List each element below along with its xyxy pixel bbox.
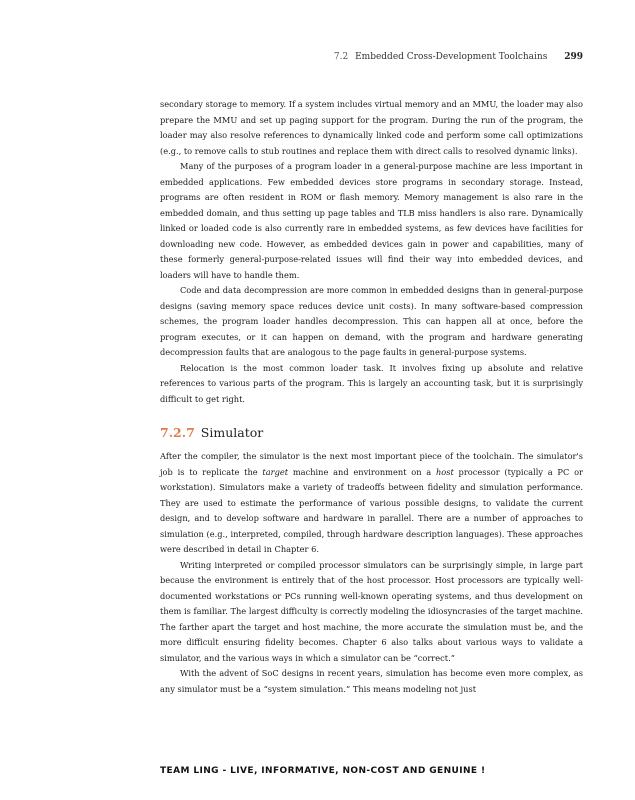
emphasis-target: target — [262, 466, 289, 477]
running-head-section-title: Embedded Cross-Development Toolchains — [355, 52, 548, 62]
running-head-section-number: 7.2 — [333, 52, 349, 62]
paragraph: secondary storage to memory. If a system includes virtual memory and an MMU, the loader may also prepare the MMU and set up paging support for the program. During the run of the program, the loader may also resolve references to dynamically linked code and perform some call optimizations (e.g., to remove calls to stub routines and replace them with direct calls to resolved dynamic links). — [160, 99, 583, 156]
text-run: After the compiler, the simulator is the next most important piece of the toolchain. The simulator's job is to replicate the — [160, 451, 583, 477]
text-run: processor (typically a PC or workstation). Simulators make a variety of tradeoffs between fidelity and simulation performance. They are used to estimate the performance of various possible designs, to validate the current design, and to develop software and hardware in parallel. There are a number of approaches to simulation (e.g., interpreted, compiled, through hardware description languages). These approaches were described in detail in Chapter 6. — [160, 466, 583, 554]
text-run: machine and environment on a — [288, 466, 436, 477]
page-number: 299 — [564, 52, 583, 62]
paragraph — [160, 449, 583, 558]
paragraph: Relocation is the most common loader task. It involves fixing up absolute and relative references to various parts of the program. This is largely an accounting task, but it is surprisingly difficult to get right. — [160, 362, 583, 404]
paragraph: Many of the purposes of a program loader in a general-purpose machine are less important in embedded applications. Few embedded devices store programs in secondary storage. Instead, programs are often resident in ROM or flash memory. Memory management is also rare in the embedded domain, and thus setting up page tables and TLB miss handlers is also rare. Dynamically linked or loaded code is also currently rare in embedded systems, as few devices have facilities for downloading new code. However, as embedded devices gain in power and capabilities, many of these formerly general-purpose-related issues will find their way into embedded devices, and loaders will have to handle them. — [160, 161, 583, 280]
section-title: Simulator — [200, 425, 264, 440]
paragraph: Code and data decompression are more common in embedded designs than in general-purpose designs (saving memory space reduces device unit costs). In many software-based compression schemes, the program loader handles decompression. This can happen all at once, before the program executes, or it can happen on demand, with the program and hardware generating decompression faults that are analogous to the page faults in general-purpose systems. — [160, 285, 583, 357]
section-number: 7.2.7 — [160, 425, 195, 440]
paragraph: With the advent of SoC designs in recent years, simulation has become even more complex, as any simulator must be a “system simulation.” This means modeling not just — [160, 668, 583, 694]
section-heading — [160, 425, 583, 441]
running-head — [334, 52, 583, 62]
paragraph: Writing interpreted or compiled processor simulators can be surprisingly simple, in large part because the environment is entirely that of the host processor. Host processors are typically well-documented workstations or PCs running well-known operating systems, and thus development on them is familiar. The largest difficulty is correctly modeling the idiosyncrasies of the target machine. The farther apart the target and host machine, the more accurate the simulation must be, and the more difficult ensuring fidelity becomes. Chapter 6 also talks about various ways to validate a simulator, and the various ways in which a simulator can be “correct.” — [160, 559, 583, 663]
footer-banner: TEAM LING - LIVE, INFORMATIVE, NON-COST AND GENUINE ! — [160, 766, 486, 776]
body-text — [160, 97, 583, 697]
emphasis-host: host — [435, 466, 454, 477]
